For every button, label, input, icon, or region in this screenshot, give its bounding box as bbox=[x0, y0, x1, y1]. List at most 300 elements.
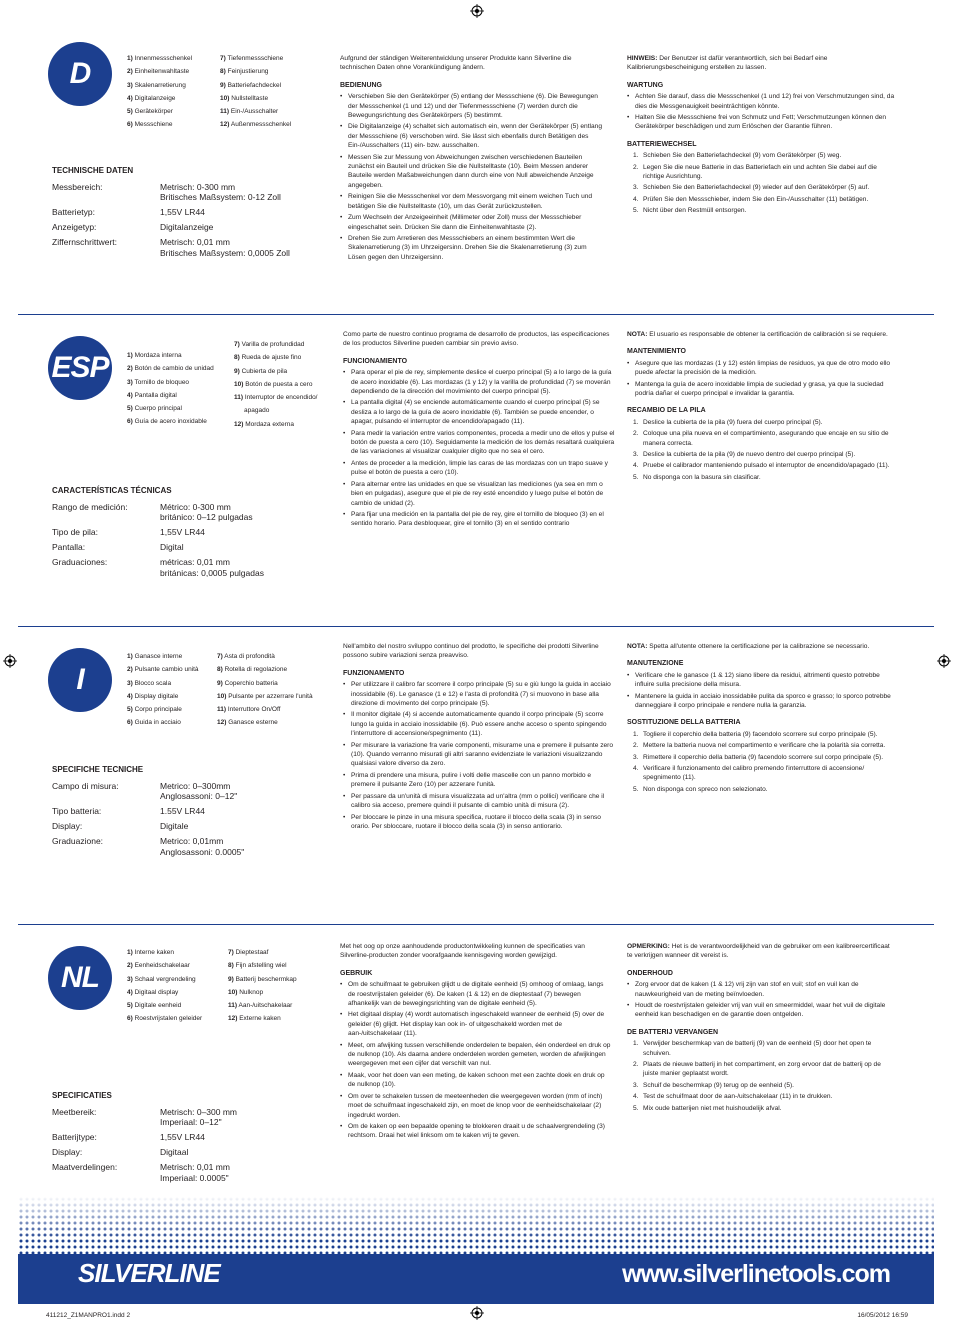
section-divider bbox=[18, 924, 934, 925]
part-number: 12) bbox=[234, 420, 244, 428]
part-number: 7) bbox=[217, 653, 223, 660]
operation-heading: FUNZIONAMENTO bbox=[343, 669, 405, 677]
part-label: Guía de acero inoxidable bbox=[134, 418, 207, 426]
operation-step: • Il monitor digitale (4) si accende automaticamente quando il corpo principale (5) scorre lungo la guida in acciaio inossidabile (6). Può essere anche acceso o spento spingendo l'interruttore di accensione/spegnimento (11). bbox=[343, 710, 615, 738]
spec-value-line: Imperiaal: 0.0005" bbox=[160, 1172, 229, 1183]
spec-value bbox=[160, 806, 312, 817]
spec-key: Graduaciones: bbox=[52, 557, 108, 567]
part-item bbox=[127, 362, 214, 375]
part-number: 7) bbox=[220, 55, 226, 62]
part-item bbox=[127, 389, 214, 402]
part-number: 6) bbox=[127, 121, 133, 129]
maintenance-list bbox=[627, 92, 897, 132]
language-badge: ESP bbox=[48, 336, 112, 400]
part-label: Ganasce interne bbox=[134, 653, 183, 660]
step-text: Rimettere il coperchio della batteria (9) facendolo scorrere sul corpo principale (5). bbox=[643, 753, 884, 761]
part-item bbox=[127, 402, 214, 415]
part-number: 3) bbox=[127, 975, 133, 983]
part-number: 4) bbox=[127, 692, 133, 700]
part-number: 5) bbox=[127, 108, 133, 116]
step-text: Verificare il funzionamento del calibro premendo l'interruttore di accensione/ spegnimento (11). bbox=[643, 765, 865, 782]
part-label: Tornillo de bloqueo bbox=[134, 378, 190, 386]
part-item bbox=[127, 118, 192, 131]
part-item bbox=[234, 404, 318, 417]
spec-key: Display: bbox=[52, 1147, 83, 1157]
part-item bbox=[127, 376, 214, 389]
step-text: Non disponga con spreco non selezionato. bbox=[643, 785, 768, 793]
part-label: Nulknop bbox=[239, 988, 264, 996]
part-number: 5) bbox=[127, 405, 133, 413]
part-item bbox=[127, 946, 202, 959]
part-item bbox=[217, 716, 313, 729]
maintenance-item: • Houdt de roestvrijstalen geleider vrij van vuil en smeermiddel, waar het vuil de digitale eenheid kan beschadigen en de garantie doen ontgelden. bbox=[627, 1001, 897, 1020]
step-number: 1. bbox=[633, 1040, 639, 1048]
operation-step: • Para alternar entre las unidades en que se visualizan las mediciones (ya sea en mm o bien en pulgadas), asegure que el pie de rey esté encendido y luego pulse el botón de cambio de unidad (2). bbox=[343, 480, 615, 508]
operation-step: • Zum Wechseln der Anzeigeeinheit (Millimeter oder Zoll) muss der Messschieber eingeschaltet sein. Drücken Sie dann die Einheitenwahltaste (2). bbox=[340, 213, 605, 232]
part-label: Blocco scala bbox=[134, 679, 172, 687]
step-text: Schieben Sie den Batteriefachdeckel (9) vom Gerätekörper (5) weg. bbox=[643, 152, 842, 160]
operation-step: • La pantalla digital (4) se enciende automáticamente cuando el cuerpo principal (5) se desliza a lo largo de la guía de acero inoxidable (6). También se puede encender, o apagar, pulsando el interruptor de encendido/apagado (11). bbox=[343, 398, 615, 426]
part-label: Eenheidschakelaar bbox=[134, 962, 190, 970]
part-item bbox=[220, 105, 291, 118]
part-number: 3) bbox=[127, 378, 133, 386]
part-label: Botón de cambio de unidad bbox=[134, 365, 214, 373]
operation-step: • Per misurare la variazione fra varie componenti, misurarne una e premere il pulsante zero (10). Quando verranno misurati gli altri saranno evidenziate le variazioni visualizzando qualsiasi valore diverso da zero. bbox=[343, 741, 615, 769]
parts-list-b bbox=[234, 338, 318, 431]
operation-column bbox=[340, 54, 605, 270]
spec-value bbox=[160, 1162, 312, 1183]
part-number: 4) bbox=[127, 94, 133, 102]
spec-value-line: Metrisch: 0–300 mm bbox=[160, 1106, 237, 1117]
operation-step: • Para operar el pie de rey, simplemente deslice el cuerpo principal (5) a lo largo de la guía de acero inoxidable (6). Las mordazas (1 y 12) y la varilla de profundidad (7) se moverán dependiendo de la dirección del movimiento del cuerpo principal (5). bbox=[343, 368, 615, 396]
part-item bbox=[217, 650, 313, 663]
part-number: 4) bbox=[127, 988, 133, 996]
spec-value-line: Métrico: 0-300 mm bbox=[160, 501, 231, 512]
part-item bbox=[127, 349, 214, 362]
part-label: Außenmessschenkel bbox=[230, 121, 292, 129]
part-item bbox=[127, 690, 199, 703]
step-text: Schieben Sie den Batteriefachdeckel (9) wieder auf den Gerätekörper (5) auf. bbox=[643, 184, 870, 192]
intro-text: Como parte de nuestro continuo programa de desarrollo de productos, las especificaciones de los productos Silverline pueden cambiar sin previo aviso. bbox=[343, 331, 610, 348]
note-label: NOTA: bbox=[627, 643, 648, 650]
spec-key: Messbereich: bbox=[52, 181, 103, 192]
part-number: 7) bbox=[228, 949, 234, 956]
part-label: Rotella di regolazione bbox=[224, 666, 288, 674]
battery-step bbox=[627, 206, 897, 215]
battery-steps bbox=[627, 151, 897, 215]
battery-step bbox=[627, 151, 897, 160]
part-number: 7) bbox=[234, 341, 240, 348]
registration-mark-icon bbox=[470, 1306, 484, 1320]
operation-heading: BEDIENUNG bbox=[340, 81, 383, 89]
spec-value-line: británico: 0–12 pulgadas bbox=[160, 512, 253, 522]
spec-value-line: Anglosassoni: 0–12" bbox=[160, 791, 238, 801]
part-number: 2) bbox=[127, 962, 133, 970]
spec-value bbox=[160, 1107, 312, 1128]
part-label: Skalenarretierung bbox=[134, 81, 186, 89]
spec-value-line: Metrisch: 0,01 mm bbox=[160, 1162, 230, 1172]
part-number: 8) bbox=[220, 68, 226, 76]
parts-list-a bbox=[127, 650, 199, 730]
part-item bbox=[228, 986, 297, 999]
spec-value-line: Britisches Maßsystem: 0,0005 Zoll bbox=[160, 247, 290, 258]
maintenance-list bbox=[627, 359, 897, 399]
battery-step bbox=[627, 418, 897, 427]
part-label: Pulsante per azzerrare l'unità bbox=[228, 692, 313, 700]
part-item bbox=[234, 418, 318, 431]
spec-value-line: 1,55V LR44 bbox=[160, 527, 205, 537]
operation-step: • Antes de proceder a la medición, limpie las caras de las mordazas con un trapo suave y pulse el botón de puesta a cero (10). bbox=[343, 459, 615, 478]
part-label: Aan-/uitschakelaar bbox=[238, 1002, 293, 1010]
operation-step: • Prima di prendere una misura, pulire i volti delle mascelle con un panno morbido e premere il pulsante Zero (10) per azzerare l'unità. bbox=[343, 771, 615, 790]
step-text: No disponga con la basura sin clasificar. bbox=[643, 473, 761, 481]
part-item bbox=[220, 118, 291, 131]
maintenance-item: • Asegure que las mordazas (1 y 12) estén limpias de residuos, ya que de otro modo ello puede afectar la precisión de la medición. bbox=[627, 359, 897, 378]
maintenance-heading: ONDERHOUD bbox=[627, 969, 673, 977]
part-item bbox=[127, 415, 214, 428]
spec-row bbox=[52, 502, 312, 523]
spec-value-line: Digitalanzeige bbox=[160, 222, 214, 232]
step-number: 2. bbox=[633, 1061, 639, 1069]
part-label: Innenmessschenkel bbox=[134, 55, 193, 62]
battery-step bbox=[627, 1104, 897, 1113]
part-label: Externe kaken bbox=[239, 1015, 281, 1023]
part-label: apagado bbox=[244, 407, 270, 415]
parts-list-a bbox=[127, 52, 192, 132]
part-number: 6) bbox=[127, 719, 133, 727]
step-text: Togliere il coperchio della batteria (9) facendolo scorrere sul corpo principale (5). bbox=[643, 730, 878, 738]
part-number: 6) bbox=[127, 418, 133, 426]
spec-value bbox=[160, 542, 312, 553]
part-item bbox=[228, 1012, 297, 1025]
spec-value-line: Metrico: 0–300mm bbox=[160, 780, 231, 791]
battery-steps bbox=[627, 1039, 897, 1113]
battery-step bbox=[627, 163, 897, 182]
operation-step: • Per passare da un'unità di misura visualizzata ad un'altra (mm o pollici) verificare che il calibro sia acceso, premere quindi il pulsante di cambio unità di misura (2). bbox=[343, 792, 615, 811]
part-item bbox=[127, 650, 199, 663]
spec-row bbox=[52, 207, 312, 218]
spec-row bbox=[52, 1132, 312, 1143]
spec-value bbox=[160, 237, 312, 258]
spec-row bbox=[52, 806, 312, 817]
operation-step: • Verschieben Sie den Gerätekörper (5) entlang der Messschiene (6). Die Bewegungen der Messschenkel (1 und 12) und der Tiefenmessschiene (7) werden durch die Bewegungsrichtung des Gerätekörpers (5) bestimmt. bbox=[340, 92, 605, 120]
step-number: 3. bbox=[633, 184, 639, 192]
part-item bbox=[217, 677, 313, 690]
part-number: 3) bbox=[127, 81, 133, 89]
part-label: Batterij beschermkap bbox=[235, 975, 297, 983]
spec-value bbox=[160, 1132, 312, 1143]
step-text: Pruebe el calibrador manteniendo pulsado el interruptor de encendido/apagado (11). bbox=[643, 462, 890, 470]
spec-value-line: Metrisch: 0-300 mm bbox=[160, 181, 236, 192]
technical-specs bbox=[52, 166, 312, 263]
part-item bbox=[234, 365, 318, 378]
operation-step: • Het digitaal display (4) wordt automatisch ingeschakeld wanneer de eenheid (5) over de geleider (6) glijdt. Het display kan ook in- of uitgeschakeld worden met de aan-/uitschakelaar (11). bbox=[340, 1010, 612, 1038]
part-number: 9) bbox=[228, 975, 234, 983]
step-number: 2. bbox=[633, 430, 639, 438]
step-text: Mix oude batterijen niet met huishoudelijk afval. bbox=[643, 1104, 782, 1112]
operation-list bbox=[340, 980, 612, 1141]
part-item bbox=[228, 946, 297, 959]
part-number: 2) bbox=[127, 365, 133, 373]
part-item bbox=[127, 677, 199, 690]
spec-key: Pantalla: bbox=[52, 542, 86, 552]
part-number: 9) bbox=[234, 367, 240, 375]
operation-step: • Meet, om afwijking tussen verschillende onderdelen te bepalen, één onderdeel en druk op de nulknop (10). Als daarna andere onderdelen worden gemeten, worden de afwijkingen weergegeven met een cijfer dat verschilt van nul. bbox=[340, 1041, 612, 1069]
part-label: Guida in acciaio bbox=[134, 719, 181, 727]
part-label: Nullstelltaste bbox=[231, 94, 269, 102]
step-number: 4. bbox=[633, 765, 639, 773]
part-label: Pantalla digital bbox=[134, 391, 177, 399]
step-number: 1. bbox=[633, 730, 639, 738]
operation-step: • Maak, voor het doen van een meting, de kaken schoon met een zachte doek en druk op de nulknop (10). bbox=[340, 1071, 612, 1090]
spec-value bbox=[160, 502, 312, 523]
operation-step: • Die Digitalanzeige (4) schaltet sich automatisch ein, wenn der Gerätekörper (5) entlang der Messschiene (6) verschoben wird. Sie lässt sich ebenfalls durch Betätigen des Ein-/Ausschalters (11) ein- bzw. ausschalten. bbox=[340, 122, 605, 150]
spec-key: Meetbereik: bbox=[52, 1106, 97, 1117]
spec-key: Display: bbox=[52, 821, 83, 831]
part-label: Digitaal display bbox=[134, 988, 179, 996]
operation-heading: GEBRUIK bbox=[340, 969, 373, 977]
spec-value bbox=[160, 527, 312, 538]
specs-heading: SPECIFICHE TECNICHE bbox=[52, 765, 144, 774]
parts-list-b bbox=[228, 946, 297, 1026]
spec-value bbox=[160, 207, 312, 218]
part-number: 8) bbox=[217, 666, 223, 674]
maintenance-heading: WARTUNG bbox=[627, 81, 664, 89]
battery-heading: BATTERIEWECHSEL bbox=[627, 140, 697, 148]
part-number: 10) bbox=[234, 380, 244, 388]
part-number: 1) bbox=[127, 949, 133, 956]
part-item bbox=[220, 65, 291, 78]
intro-text: Nell'ambito del nostro sviluppo continuo del prodotto, le specifiche dei prodotti Silverline possono subire variazioni senza preavviso. bbox=[343, 643, 599, 660]
spec-value-line: Digitaal bbox=[160, 1147, 189, 1157]
spec-key: Batterietyp: bbox=[52, 207, 95, 217]
spec-key: Campo di misura: bbox=[52, 780, 119, 791]
operation-step: • Om de schuifmaat te gebruiken glijdt u de digitale eenheid (5) omhoog of omlaag, langs de roestvrijstalen geleider (6). De kaken (1 & 12) en de dieptestaaf (7) bewegen afhankelijk van de bewegingsrichting van de digitale eenheid (5). bbox=[340, 980, 612, 1008]
language-badge: NL bbox=[48, 946, 112, 1010]
part-label: Botón de puesta a cero bbox=[245, 380, 313, 388]
part-item bbox=[127, 703, 199, 716]
operation-step: • Reinigen Sie die Messschenkel vor dem Messvorgang mit einem weichen Tuch und betätigen Sie die Nullstelltaste (10), um das Gerät zurückzustellen. bbox=[340, 192, 605, 211]
spec-value-line: Metrico: 0,01mm bbox=[160, 836, 224, 846]
part-item bbox=[127, 105, 192, 118]
operation-list bbox=[343, 680, 615, 831]
part-label: Ein-/Ausschalter bbox=[230, 108, 279, 116]
part-label: Display digitale bbox=[134, 692, 179, 700]
step-text: Plaats de nieuwe batterij in het compartiment, en zorg ervoor dat de batterij op de juiste manier geplaatst wordt. bbox=[643, 1061, 881, 1078]
maintenance-item: • Achten Sie darauf, dass die Messschenkel (1 und 12) frei von Verschmutzungen sind, da dies die Messgenauigkeit beeinträchtigen könnte. bbox=[627, 92, 897, 111]
step-text: Mettere la batteria nuova nel compartimento e verificare che la polarità sia corretta. bbox=[643, 742, 886, 750]
battery-step bbox=[627, 1081, 897, 1090]
part-label: Fijn afstelling wiel bbox=[235, 962, 287, 970]
part-number: 11) bbox=[228, 1002, 238, 1010]
spec-value-line: 1,55V LR44 bbox=[160, 207, 205, 217]
maintenance-heading: MANTENIMIENTO bbox=[627, 348, 686, 356]
part-label: Ganasce esterne bbox=[228, 719, 278, 727]
note-text bbox=[627, 942, 897, 961]
technical-specs bbox=[52, 1091, 312, 1188]
part-item bbox=[234, 391, 318, 404]
part-label: Dieptestaaf bbox=[235, 949, 269, 956]
part-number: 9) bbox=[220, 81, 226, 89]
part-label: Pulsante cambio unità bbox=[134, 666, 199, 674]
maintenance-column bbox=[627, 642, 897, 802]
part-label: Varilla de profundidad bbox=[241, 341, 305, 348]
date-slug: 16/05/2012 16:59 bbox=[857, 1312, 908, 1319]
step-text: Prüfen Sie den Messschieber, indem Sie den Ein-/Ausschalter (11) betätigen. bbox=[643, 195, 869, 203]
part-item bbox=[127, 1012, 202, 1025]
step-number: 3. bbox=[633, 753, 639, 761]
part-item bbox=[127, 65, 192, 78]
part-number: 8) bbox=[234, 354, 240, 362]
note-body: El usuario es responsable de obtener la certificación de calibración si se requiere. bbox=[647, 331, 888, 338]
language-badge: D bbox=[48, 42, 112, 106]
note-text bbox=[627, 54, 897, 73]
operation-step: • Messen Sie zur Messung von Abweichungen zwischen verschiedenen Bauteilen zunächst ein Bauteil und drücken Sie die Nullstelltaste (10). Beim Messen anderer Bauteile werden Maßabweichungen dann durch eine von Null abweichende Anzeige angegeben. bbox=[340, 153, 605, 191]
maintenance-list bbox=[627, 980, 897, 1020]
part-number: 12) bbox=[228, 1015, 238, 1023]
spec-value-line: Anglosassoni: 0.0005" bbox=[160, 846, 245, 857]
part-number: 1) bbox=[127, 55, 133, 62]
part-item bbox=[234, 338, 318, 351]
part-item bbox=[228, 999, 297, 1012]
spec-value-line: Britisches Maßsystem: 0-12 Zoll bbox=[160, 192, 281, 202]
parts-list-a bbox=[127, 946, 202, 1026]
brand-logo: SILVERLINE bbox=[78, 1258, 220, 1288]
part-item bbox=[228, 973, 297, 986]
part-item bbox=[127, 79, 192, 92]
note-label: NOTA: bbox=[627, 331, 648, 338]
website-link[interactable]: www.silverlinetools.com bbox=[622, 1260, 890, 1288]
part-item bbox=[220, 79, 291, 92]
spec-value bbox=[160, 781, 312, 802]
spec-value-line: Metrisch: 0,01 mm bbox=[160, 237, 230, 247]
operation-column bbox=[340, 942, 612, 1149]
part-number: 5) bbox=[127, 706, 133, 714]
part-item bbox=[127, 663, 199, 676]
technical-specs bbox=[52, 486, 312, 583]
part-number: 12) bbox=[217, 719, 227, 727]
part-number: 8) bbox=[228, 962, 234, 970]
spec-row bbox=[52, 237, 312, 258]
part-item bbox=[234, 378, 318, 391]
part-label: Schaal vergrendeling bbox=[134, 975, 196, 983]
battery-step bbox=[627, 741, 897, 750]
operation-step: • Para medir la variación entre varios componentes, proceda a medir uno de ellos y pulse el botón de puesta a cero (10). Seguidamente la medición de los demás resaltará cualquiera de las variaciones al visualizar cualquier dígito que no sea el cero. bbox=[343, 429, 615, 457]
part-number: 10) bbox=[228, 988, 238, 996]
part-item bbox=[220, 92, 291, 105]
part-item bbox=[234, 351, 318, 364]
technical-specs bbox=[52, 765, 312, 862]
specs-heading: CARACTERÍSTICAS TÉCNICAS bbox=[52, 486, 172, 495]
part-label: Messschiene bbox=[134, 121, 173, 129]
part-item bbox=[127, 716, 199, 729]
step-number: 1. bbox=[633, 152, 639, 160]
step-text: Test de schuifmaat door de aan-/uitschakelaar (11) in te drukken. bbox=[643, 1093, 833, 1101]
part-label: Batteriefachdeckel bbox=[227, 81, 282, 89]
spec-value-line: británicas: 0,0005 pulgadas bbox=[160, 567, 264, 578]
part-number: 1) bbox=[127, 352, 133, 359]
spec-value-line: Digital bbox=[160, 542, 184, 552]
operation-heading: FUNCIONAMIENTO bbox=[343, 357, 408, 365]
spec-value bbox=[160, 557, 312, 578]
spec-row bbox=[52, 222, 312, 233]
intro-text: Aufgrund der ständigen Weiterentwicklung unserer Produkte kann Silverline die technischen Daten ohne Vorankündigung ändern. bbox=[340, 55, 572, 72]
specs-heading: SPECIFICATIES bbox=[52, 1091, 112, 1100]
maintenance-column bbox=[627, 54, 897, 224]
battery-step bbox=[627, 450, 897, 459]
part-item bbox=[127, 986, 202, 999]
operation-column bbox=[343, 330, 615, 537]
battery-step bbox=[627, 183, 897, 192]
step-text: Legen Sie die neue Batterie in das Batteriefach ein und achten Sie dabei auf die richtige Ausrichtung. bbox=[643, 163, 877, 181]
spec-key: Batterijtype: bbox=[52, 1132, 97, 1142]
maintenance-heading: MANUTENZIONE bbox=[627, 660, 684, 668]
spec-value bbox=[160, 1147, 312, 1158]
part-number: 2) bbox=[127, 666, 133, 674]
spec-row bbox=[52, 527, 312, 538]
operation-step: • Per bloccare le pinze in una misura specifica, ruotare il blocco della scala (3) in senso orario. Per sbloccare, ruotare il blocco della scala (3) in senso antiorario. bbox=[343, 813, 615, 832]
operation-step: • Om over te schakelen tussen de meeteenheden die weergegeven worden (mm of inch) moet de schuifmaat ingeschakeld zijn, en moet de knop voor de eenheidschakelaar (2) ingedrukt worden. bbox=[340, 1092, 612, 1120]
battery-heading: DE BATTERIJ VERVANGEN bbox=[627, 1028, 719, 1036]
note-label: HINWEIS: bbox=[627, 55, 658, 62]
maintenance-column bbox=[627, 942, 897, 1121]
part-number: 10) bbox=[217, 692, 227, 700]
step-text: Coloque una pila nueva en el compartimiento, asegurando que encaje en su sitio de manera correcta. bbox=[643, 430, 889, 447]
spec-row bbox=[52, 836, 312, 857]
section-divider bbox=[18, 314, 934, 315]
step-number: 3. bbox=[633, 1081, 639, 1089]
spec-value-line: Imperiaal: 0–12" bbox=[160, 1117, 222, 1127]
part-item bbox=[127, 959, 202, 972]
footer-banner bbox=[18, 1196, 934, 1304]
parts-list-a bbox=[127, 349, 214, 429]
spec-value bbox=[160, 222, 312, 233]
spec-row bbox=[52, 542, 312, 553]
spec-key: Ziffernschrittwert: bbox=[52, 237, 118, 247]
note-text bbox=[627, 330, 897, 339]
part-number: 11) bbox=[217, 706, 227, 714]
intro-text: Met het oog op onze aanhoudende productontwikkeling kunnen de specificaties van Silverline-producten zonder voorafgaande kennisgeving worden gewijzigd. bbox=[340, 943, 585, 960]
part-number: 12) bbox=[220, 121, 230, 129]
part-label: Feinjustierung bbox=[227, 68, 269, 76]
section-divider bbox=[18, 626, 934, 627]
part-item bbox=[127, 52, 192, 65]
registration-mark-icon bbox=[937, 654, 951, 668]
step-number: 4. bbox=[633, 1093, 639, 1101]
part-label: Rueda de ajuste fino bbox=[241, 354, 302, 362]
step-number: 5. bbox=[633, 785, 639, 793]
spec-row bbox=[52, 557, 312, 578]
battery-step bbox=[627, 195, 897, 204]
part-number: 9) bbox=[217, 679, 223, 687]
maintenance-item: • Mantenga la guía de acero inoxidable limpia de suciedad y grasa, ya que la suciedad podría dañar el cuerpo principal e invalidar la garantía. bbox=[627, 380, 897, 399]
maintenance-column bbox=[627, 330, 897, 490]
operation-list bbox=[340, 92, 605, 262]
step-number: 3. bbox=[633, 451, 639, 459]
part-item bbox=[217, 663, 313, 676]
operation-step: • Drehen Sie zum Arretieren des Messschiebers an einem bestimmten Wert die Skalenarretierung (3) im Uhrzeigersinn. Drehen Sie die Skalenarretierung (3) zum Lösen gegen den Uhrzeigersinn. bbox=[340, 234, 605, 262]
part-label: Mordaza interna bbox=[134, 352, 182, 359]
part-label: Digitalanzeige bbox=[134, 94, 176, 102]
part-label: Gerätekörper bbox=[134, 108, 173, 116]
note-body: Spetta all'utente ottenere la certificazione per la calibrazione se necessario. bbox=[647, 643, 870, 650]
battery-steps bbox=[627, 418, 897, 482]
note-body: Het is de verantwoordelijkheid van de gebruiker om een kalibreercertificaat te verkrijgen wanneer dit vereist is. bbox=[627, 943, 890, 960]
spec-key: Rango de medición: bbox=[52, 501, 128, 512]
step-text: Deslice la cubierta de la pila (9) de nuevo dentro del cuerpo principal (5). bbox=[643, 451, 856, 459]
part-item bbox=[127, 999, 202, 1012]
battery-step bbox=[627, 1092, 897, 1101]
